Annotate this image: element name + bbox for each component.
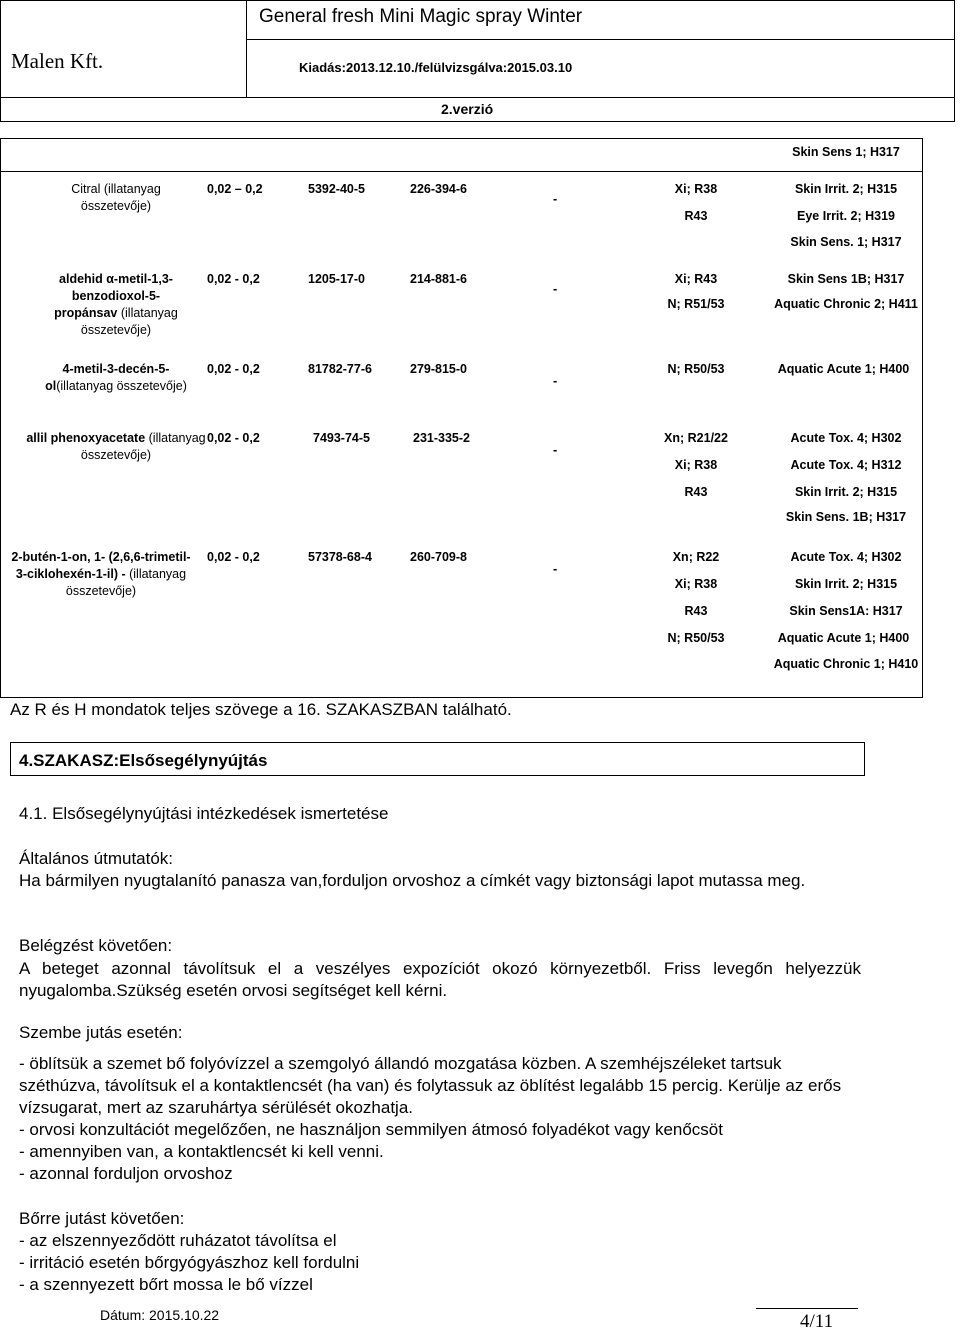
footer-date: Dátum: 2015.10.22 — [100, 1307, 220, 1323]
eye-line: - amennyiben van, a kontaktlencsét ki kell venni. — [19, 1142, 384, 1161]
ingredient-note: (illatanyag összetevője) — [56, 379, 187, 393]
table-cell-clp: Aquatic Acute 1; H400 — [777, 362, 910, 376]
table-cell-clp: Skin Sens. 1; H317 — [790, 235, 902, 249]
table-cell-dsd: N; R50/53 — [667, 362, 725, 376]
table-cell-clp: Aquatic Acute 1; H400 — [777, 631, 910, 645]
eye-line: - öblítsük a szemet bő folyóvízzel a szemgolyó állandó mozgatása közben. A szemhéjszéleket tartsuk széthúzva, távolítsuk el a kontaktlencsét (ha van) és folytassuk az öblítést legalább 15 percig. Kerülje az erős vízsugarat, mert az szaruhártya sérülését okozhatja. — [19, 1054, 842, 1117]
inhale-heading: Belégzést követően: — [19, 936, 173, 955]
table-cell-dsd: Xi; R38 — [674, 182, 718, 196]
reference-note: Az R és H mondatok teljes szövege a 16. SZAKASZBAN található. — [10, 700, 512, 719]
table-cell-clp: Acute Tox. 4; H302 — [790, 431, 902, 445]
row-spacer — [1, 261, 922, 262]
ingredient-note: (illatanyag összetevője) — [80, 431, 206, 462]
table-cell-clp: Aquatic Chronic 2; H411 — [774, 297, 918, 311]
table-cell-ec: 279-815-0 — [410, 362, 467, 376]
ingredients-table — [0, 138, 923, 698]
row-spacer — [1, 419, 922, 420]
table-cell-index: - — [553, 192, 558, 206]
table-cell-name — [26, 430, 206, 464]
ingredient-name: aldehid α-metil-1,3-benzodioxol-5-propánsav — [54, 272, 173, 320]
table-cell-conc: 0,02 - 0,2 — [207, 272, 260, 286]
header-divider — [246, 1, 247, 97]
table-cell-clp: Skin Irrit. 2; H315 — [794, 577, 898, 591]
table-cell-dsd: R43 — [684, 209, 708, 223]
row-spacer — [1, 539, 922, 540]
table-cell-ec: 231-335-2 — [413, 431, 470, 445]
table-cell-dsd: R43 — [684, 604, 708, 618]
table-cell-cas: 57378-68-4 — [308, 550, 372, 564]
table-cell-clp: Acute Tox. 4; H302 — [790, 550, 902, 564]
table-cell-ec: 226-394-6 — [410, 182, 467, 196]
inhale-text: A beteget azonnal távolítsuk el a veszélyes expozíciót okozó környezetből. Friss levegőn helyezzük nyugalomba.Szükség esetén orvosi segítséget kell kérni. — [19, 959, 861, 1000]
table-cell-ec: 214-881-6 — [410, 272, 467, 286]
eye-line: - azonnal forduljon orvoshoz — [19, 1164, 233, 1183]
eye-heading: Szembe jutás esetén: — [19, 1023, 183, 1042]
table-cell-index: - — [553, 374, 558, 388]
row-spacer — [1, 351, 922, 352]
skin-heading: Bőrre jutást követően: — [19, 1209, 185, 1228]
skin-line: - a szennyezett bőrt mossa le bő vízzel — [19, 1275, 313, 1294]
table-cell-dsd: R43 — [684, 485, 708, 499]
header-divider — [246, 39, 955, 40]
header-divider — [1, 97, 955, 98]
table-cell-dsd: Xi; R38 — [674, 458, 718, 472]
table-cell-clp: Eye Irrit. 2; H319 — [797, 209, 895, 223]
page-number: 4/11 — [800, 1311, 834, 1332]
ingredient-note: (illatanyag összetevője) — [65, 567, 187, 598]
product-name: General fresh Mini Magic spray Winter — [259, 6, 583, 27]
table-cell-dsd: N; R50/53 — [667, 631, 725, 645]
table-cell-clp: Skin Sens 1B; H317 — [787, 272, 905, 286]
table-cell-cas: 1205-17-0 — [308, 272, 365, 286]
issue-date: Kiadás:2013.12.10./felülvizsgálva:2015.03.10 — [299, 60, 573, 75]
table-cell-cas: 5392-40-5 — [308, 182, 365, 196]
eye-line: - orvosi konzultációt megelőzően, ne használjon semmilyen átmosó folyadékot vagy kenőcsöt — [19, 1120, 723, 1139]
table-cell-conc: 0,02 - 0,2 — [207, 362, 260, 376]
table-cell-clp: Skin Sens1A: H317 — [789, 604, 903, 618]
row-divider — [1, 171, 922, 172]
skin-line: - irritáció esetén bőrgyógyászhoz kell fordulni — [19, 1253, 360, 1272]
table-cell-clp: Skin Sens. 1B; H317 — [785, 510, 907, 524]
table-cell-clp: Skin Sens 1; H317 — [792, 145, 900, 159]
table-cell-index: - — [553, 282, 558, 296]
section-title: 4.SZAKASZ:Elsősegélynyújtás — [19, 751, 268, 770]
company-name: Malen Kft. — [11, 49, 104, 73]
general-heading: Általános útmutatók: — [19, 849, 174, 868]
ingredient-name: 4-metil-3-decén-5-ol — [45, 362, 170, 393]
table-cell-ec: 260-709-8 — [410, 550, 467, 564]
section-header — [10, 742, 865, 776]
skin-line: - az elszennyeződött ruházatot távolítsa el — [19, 1231, 337, 1250]
table-cell-clp: Skin Irrit. 2; H315 — [794, 485, 898, 499]
table-cell-cas: 81782-77-6 — [308, 362, 372, 376]
document-header — [0, 0, 955, 122]
table-cell-clp: Skin Irrit. 2; H315 — [794, 182, 898, 196]
table-cell-index: - — [553, 562, 558, 576]
table-cell-name — [6, 549, 196, 600]
table-cell-conc: 0,02 - 0,2 — [207, 550, 260, 564]
table-cell-dsd: Xi; R38 — [674, 577, 718, 591]
ingredient-name: 2-butén-1-on, 1- (2,6,6-trimetil-3-ciklohexén-1-il) - — [11, 550, 191, 581]
ingredient-name: allil phenoxyacetate — [26, 431, 146, 445]
table-cell-conc: 0,02 - 0,2 — [207, 431, 260, 445]
table-cell-name — [41, 181, 191, 215]
table-cell-dsd: Xi; R43 — [674, 272, 718, 286]
table-cell-clp: Aquatic Chronic 1; H410 — [773, 657, 919, 671]
ingredient-name: Citral — [71, 182, 101, 196]
subsection-title: 4.1. Elsősegélynyújtási intézkedések ismertetése — [19, 804, 389, 823]
table-cell-cas: 7493-74-5 — [313, 431, 370, 445]
general-text: Ha bármilyen nyugtalanító panasza van,forduljon orvoshoz a címkét vagy biztonsági lapot mutassa meg. — [19, 871, 806, 890]
footer-divider — [756, 1308, 858, 1309]
ingredient-note: (illatanyag összetevője) — [80, 306, 178, 337]
table-cell-conc: 0,02 – 0,2 — [207, 182, 263, 196]
table-cell-name — [41, 361, 191, 395]
table-cell-dsd: N; R51/53 — [667, 297, 725, 311]
table-cell-dsd: Xn; R22 — [672, 550, 720, 564]
table-cell-clp: Acute Tox. 4; H312 — [790, 458, 902, 472]
table-cell-dsd: Xn; R21/22 — [664, 431, 728, 445]
ingredient-note: (illatanyag összetevője) — [80, 182, 161, 213]
version-label: 2.verzió — [441, 101, 494, 117]
table-cell-name — [41, 271, 191, 339]
table-cell-index: - — [553, 443, 558, 457]
